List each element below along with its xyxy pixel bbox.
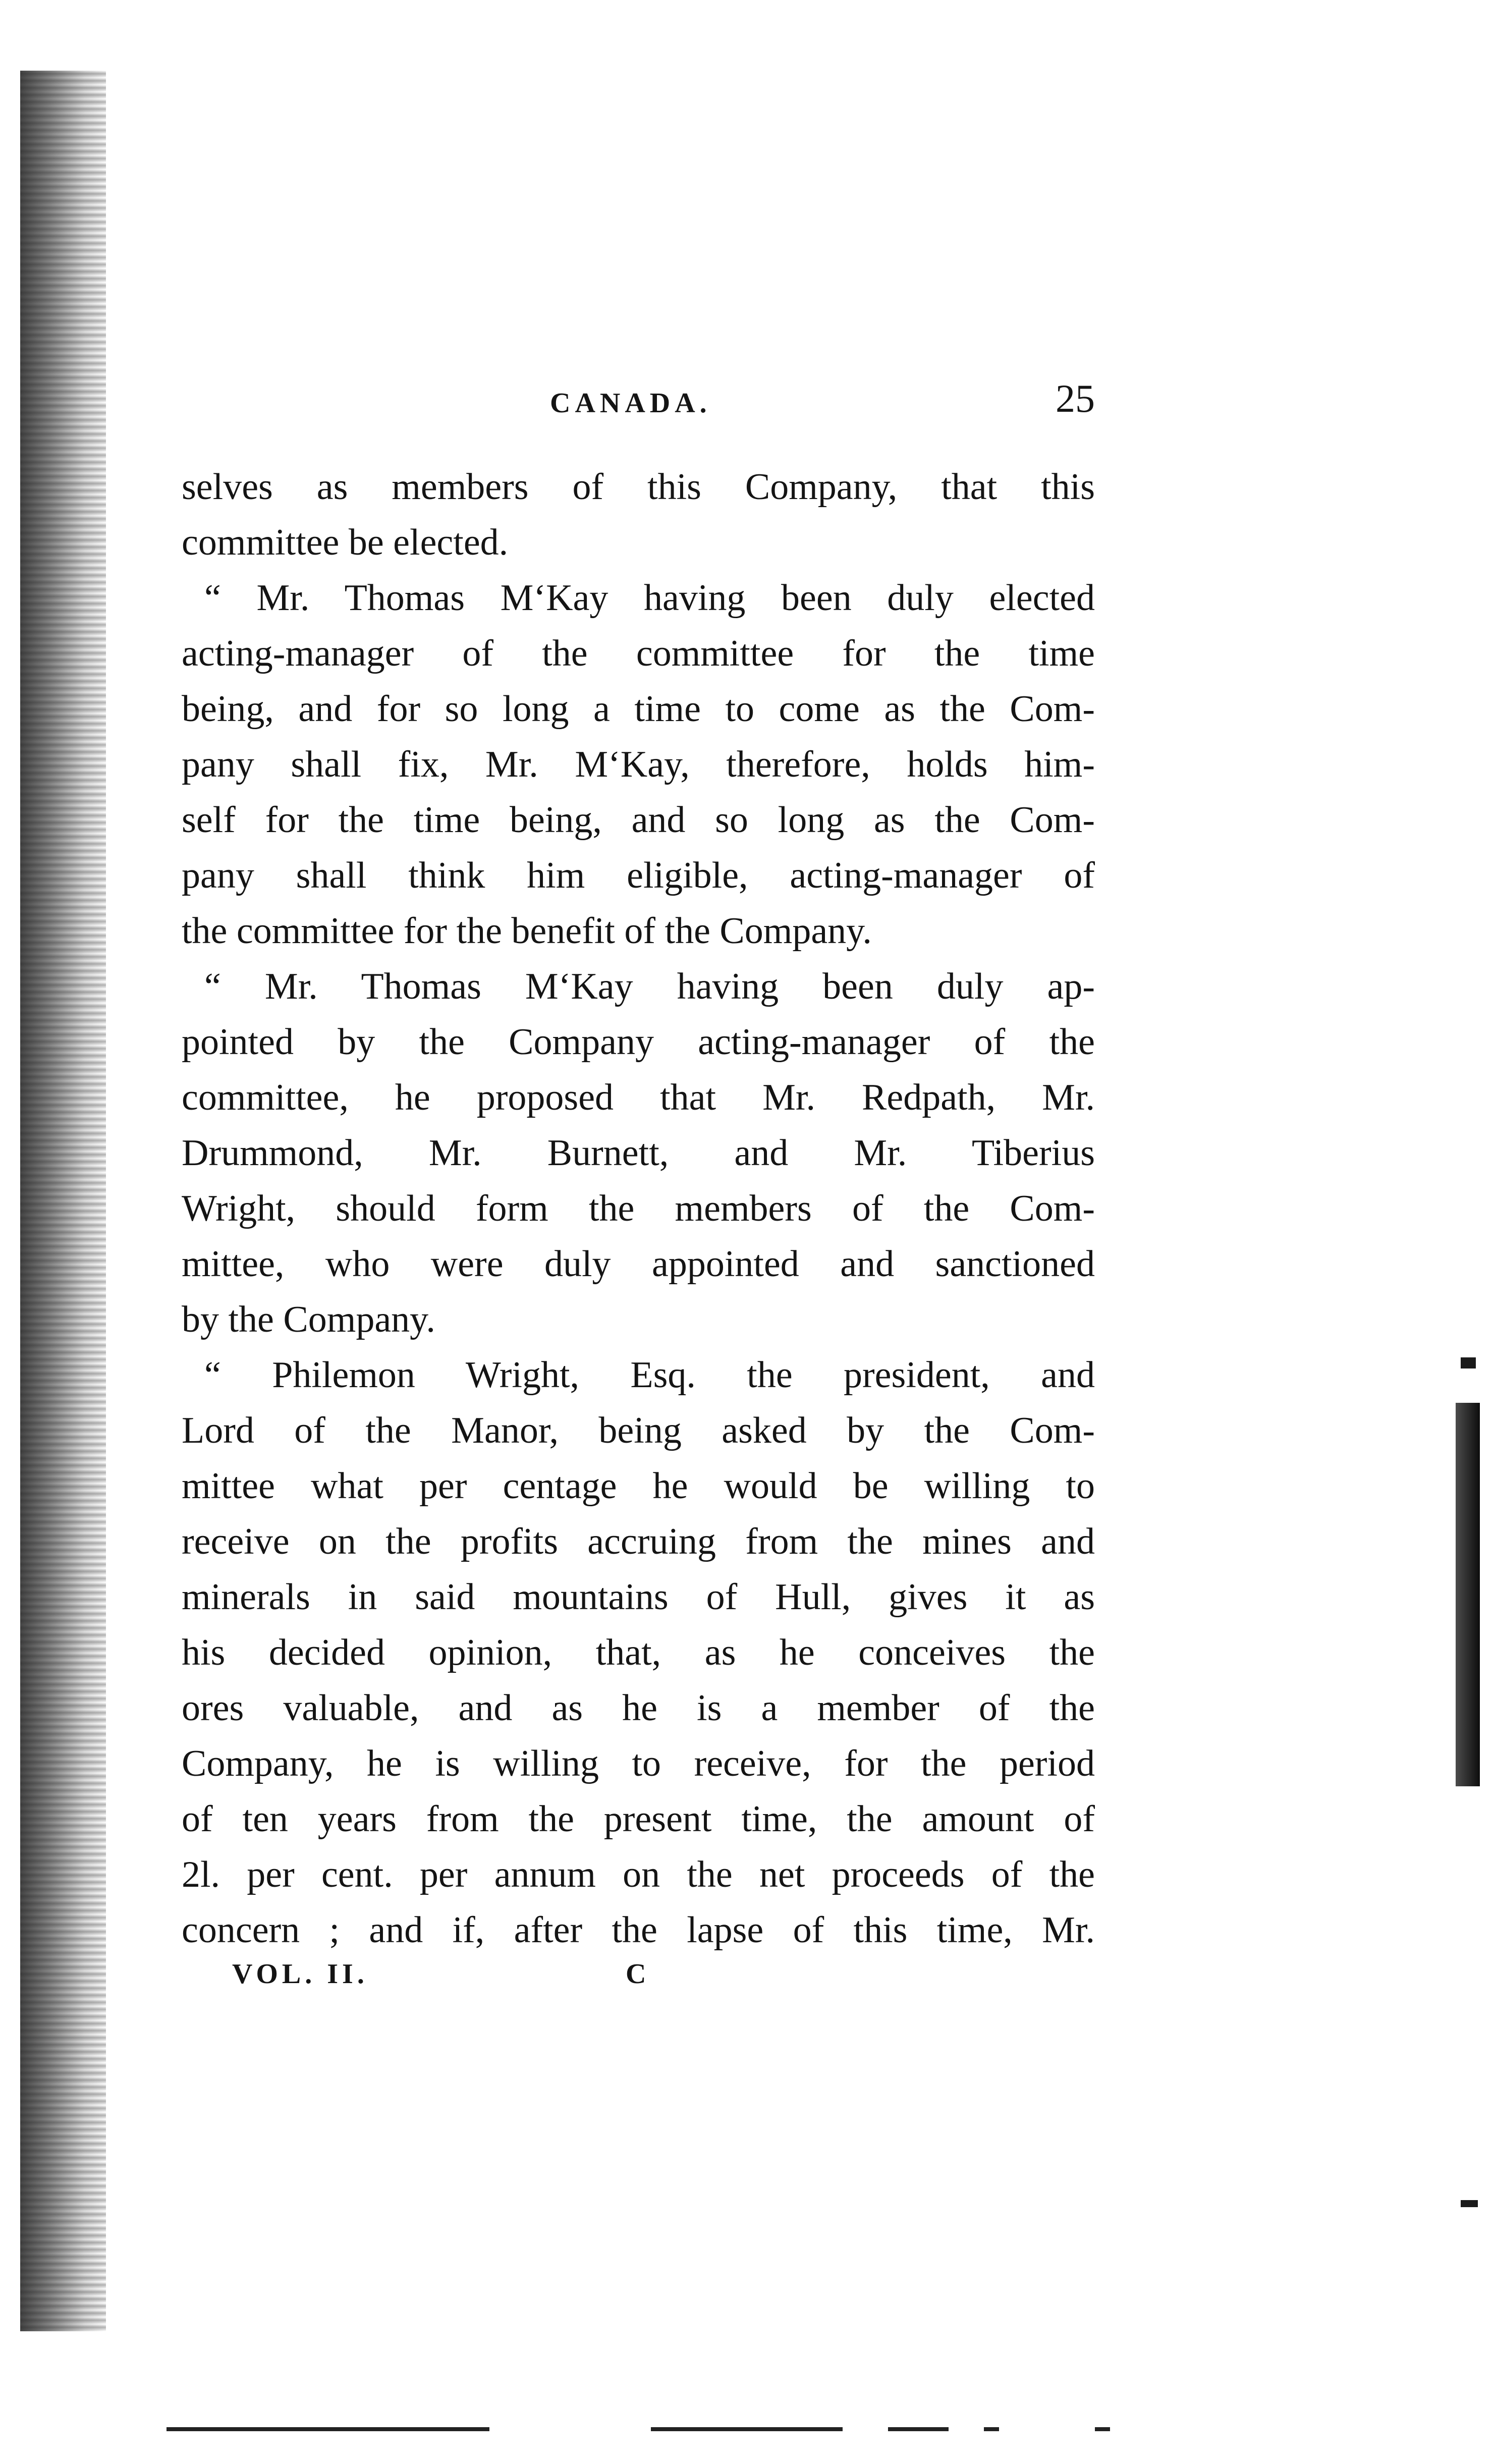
footer bbox=[232, 1958, 686, 2003]
edge-bleed-mark bbox=[1461, 2200, 1478, 2207]
volume-label: VOL. II. bbox=[232, 1958, 368, 1990]
text-line: receive on the profits accruing from the mines and bbox=[182, 1521, 1095, 1562]
text-line: Lord of the Manor, being asked by the Com- bbox=[182, 1410, 1095, 1451]
text-line: “ Mr. Thomas M‘Kay having been duly ap- bbox=[204, 966, 1095, 1007]
edge-bleed-mark bbox=[1456, 1403, 1480, 1786]
edge-bleed-mark bbox=[1461, 1357, 1476, 1368]
text-line: ores valuable, and as he is a member of the bbox=[182, 1687, 1095, 1729]
page-number: 25 bbox=[1056, 376, 1095, 420]
text-line: the committee for the benefit of the Company. bbox=[182, 910, 872, 952]
scan-smudge bbox=[167, 2427, 489, 2431]
running-head-title: CANADA. bbox=[550, 388, 711, 419]
text-line: committee, he proposed that Mr. Redpath, Mr. bbox=[182, 1077, 1095, 1118]
text-line: of ten years from the present time, the amount of bbox=[182, 1798, 1095, 1840]
body-text bbox=[182, 459, 1095, 1958]
text-line: being, and for so long a time to come as the Com- bbox=[182, 688, 1095, 730]
text-line: “ Mr. Thomas M‘Kay having been duly elected bbox=[204, 577, 1095, 619]
text-line: by the Company. bbox=[182, 1299, 435, 1340]
text-line: Company, he is willing to receive, for the period bbox=[182, 1743, 1095, 1784]
binding-shadow bbox=[20, 71, 106, 2331]
text-line: selves as members of this Company, that this bbox=[182, 466, 1095, 508]
text-line: pany shall think him eligible, acting-manager of bbox=[182, 855, 1095, 896]
text-line: concern ; and if, after the lapse of this time, Mr. bbox=[182, 1909, 1095, 1951]
scan-smudge bbox=[984, 2427, 999, 2431]
text-line: pany shall fix, Mr. M‘Kay, therefore, holds him- bbox=[182, 744, 1095, 785]
text-line: mittee what per centage he would be willing to bbox=[182, 1465, 1095, 1507]
text-line: minerals in said mountains of Hull, gives it as bbox=[182, 1576, 1095, 1618]
text-line: 2l. per cent. per annum on the net proceeds of the bbox=[182, 1854, 1095, 1895]
signature-mark: C bbox=[626, 1958, 646, 1990]
text-line: Drummond, Mr. Burnett, and Mr. Tiberius bbox=[182, 1132, 1095, 1174]
text-line: Wright, should form the members of the Com- bbox=[182, 1188, 1095, 1229]
running-head bbox=[182, 376, 1095, 431]
scan-smudge bbox=[1095, 2427, 1110, 2431]
text-line: pointed by the Company acting-manager of the bbox=[182, 1021, 1095, 1063]
scan-smudge bbox=[888, 2427, 949, 2431]
text-line: mittee, who were duly appointed and sanctioned bbox=[182, 1243, 1095, 1285]
text-line: committee be elected. bbox=[182, 522, 509, 563]
text-line: self for the time being, and so long as the Com- bbox=[182, 799, 1095, 841]
text-line: “ Philemon Wright, Esq. the president, and bbox=[204, 1354, 1095, 1396]
text-line: acting-manager of the committee for the time bbox=[182, 633, 1095, 674]
scan-smudge bbox=[651, 2427, 843, 2431]
text-line: his decided opinion, that, as he conceives the bbox=[182, 1632, 1095, 1673]
